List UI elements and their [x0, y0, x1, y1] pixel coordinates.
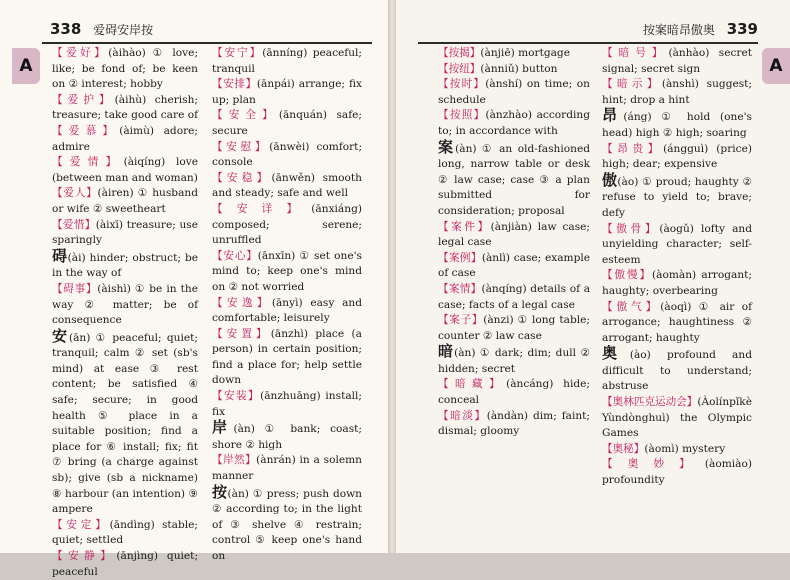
- subentry-term: 【爱惜】: [52, 218, 96, 231]
- subentry-term: 【安排】: [212, 78, 257, 91]
- definition-text: (ànshì) suggest; hint; drop a hint: [602, 78, 753, 106]
- left-page-number: 338: [50, 20, 82, 38]
- dictionary-entry: [52, 186, 198, 217]
- dictionary-entry: [438, 108, 590, 139]
- subentry-term: 【案件】: [438, 220, 491, 233]
- definition-text: (ànjiē) mortgage: [480, 47, 570, 59]
- subentry-term: 【暗示】: [602, 78, 662, 91]
- definition-text: (ānwěn) smooth and steady; safe and well: [212, 171, 362, 200]
- definition-text: (ànjiàn) law case; legal case: [438, 220, 590, 249]
- dictionary-entry: [438, 77, 590, 108]
- definition-text: (àihù) cherish; treasure; take good care of: [52, 93, 199, 122]
- subentry-term: 【安装】: [212, 390, 261, 403]
- subentry-term: 【按揭】: [438, 47, 481, 59]
- definition-text: (ānyì) easy and comfortable; leisurely: [212, 296, 362, 325]
- dictionary-entry: [602, 268, 752, 299]
- headword: 碍: [52, 246, 68, 265]
- dictionary-entry: [212, 482, 362, 565]
- definition-text: (ānníng) peaceful; tranquil: [212, 47, 362, 75]
- subentry-term: 【爱护】: [52, 93, 115, 106]
- definition-text: (àn) ① an old-fashioned long, narrow table or desk ② law case; case ③ a plan submitted for consideration; proposal: [438, 142, 590, 217]
- dictionary-entry: [52, 155, 198, 186]
- definition-text: (ànqíng) details of a case; facts of a legal case: [438, 282, 591, 311]
- right-running-header: [418, 20, 766, 42]
- subentry-term: 【安逸】: [212, 296, 272, 309]
- right-thumb-tab[interactable]: A: [762, 48, 790, 84]
- dictionary-entry: [438, 137, 590, 220]
- dictionary-entry: [602, 77, 752, 108]
- headword: 奥: [602, 344, 630, 363]
- subentry-term: 【昂贵】: [602, 142, 664, 155]
- right-page-number: 339: [726, 20, 758, 38]
- definition-text: (àn) ① bank; coast; shore ② high: [212, 423, 362, 451]
- definition-text: (ànzhào) according to; in accordance with: [438, 109, 590, 137]
- subentry-term: 【暗藏】: [438, 378, 507, 391]
- definition-text: (àncáng) hide; conceal: [438, 378, 590, 407]
- definition-text: (àn) ① press; push down ② according to; in the light of ③ shelve ④ restrain; control ⑤ keep one's hand on: [212, 487, 362, 562]
- dictionary-entry: [438, 251, 590, 282]
- subentry-term: 【傲气】: [602, 300, 661, 313]
- subentry-term: 【按时】: [438, 78, 486, 91]
- subentry-term: 【安全】: [212, 109, 279, 122]
- subentry-term: 【奥林匹克运动会】: [602, 396, 698, 409]
- headword: 昂: [602, 106, 624, 125]
- definition-text: (ān) ① peaceful; quiet; tranquil; calm ② set (sb's mind) at ease ③ rest content; be satisfied ④ safe; secure; in good health ⑤ place in a suitable position; find a place for ⑥ install; fix; fit ⑦ bring (a charge against sb); give (sb a nickname) ⑧ harbour (an intention) ⑨ ampere: [52, 331, 198, 516]
- definition-text: (ànhào) secret signal; secret sign: [602, 47, 752, 75]
- dictionary-entry: [212, 202, 362, 249]
- definition-text: (àimù) adore; admire: [52, 124, 198, 153]
- headword: 暗: [438, 342, 455, 361]
- headword: 按: [212, 482, 228, 501]
- definition-text: (ānzhuāng) install; fix: [212, 390, 362, 418]
- dictionary-entry: [438, 313, 590, 344]
- dictionary-entry: [438, 220, 590, 251]
- definition-text: (ànlì) case; example of case: [438, 251, 591, 280]
- definition-text: (ài) hinder; obstruct; be in the way of: [52, 251, 198, 280]
- dictionary-entry: [212, 453, 362, 484]
- definition-text: (ángguì) (price) high; dear; expensive: [602, 142, 753, 171]
- definition-text: (ānquán) safe; secure: [212, 109, 363, 137]
- definition-text: (āndìng) stable; quiet; settled: [52, 518, 198, 547]
- dictionary-entry: [212, 249, 362, 296]
- definition-text: (Àolínpǐkè Yùndònghuì) the Olympic Games: [602, 396, 752, 440]
- definition-text: (àihào) ① love; like; be fond of; be keen on ② interest; hobby: [52, 47, 199, 91]
- subentry-term: 【按纽】: [438, 62, 481, 75]
- dictionary-entry: [212, 327, 362, 389]
- subentry-term: 【奥妙】: [602, 458, 705, 471]
- dictionary-entry: [602, 108, 752, 141]
- dictionary-entry: [52, 93, 198, 124]
- headword: 岸: [212, 418, 234, 437]
- dictionary-entry: [52, 218, 198, 249]
- subentry-term: 【案子】: [438, 314, 484, 327]
- dictionary-entry: [602, 300, 752, 347]
- definition-text: (àiqíng) love (between man and woman): [52, 156, 198, 184]
- subentry-term: 【碍事】: [52, 282, 98, 295]
- subentry-term: 【安详】: [212, 202, 312, 215]
- dictionary-entry: [438, 409, 590, 440]
- definition-text: (ānzhì) place (a person) in certain position; find a place for; help settle down: [212, 327, 363, 387]
- definition-text: (àoqì) ① air of arrogance; haughtiness ② arrogant; haughty: [602, 300, 753, 344]
- subentry-term: 【安心】: [212, 249, 258, 262]
- dictionary-entry: [602, 457, 752, 488]
- dictionary-entry: [438, 377, 590, 408]
- dictionary-entry: [52, 326, 198, 518]
- definition-text: (ānxīn) ① set one's mind to; keep one's mind on ② not worried: [212, 249, 362, 293]
- subentry-term: 【暗淡】: [438, 409, 487, 422]
- subentry-term: 【傲骨】: [602, 222, 660, 235]
- dictionary-entry: [438, 46, 590, 62]
- left-column-2: [212, 46, 362, 565]
- dictionary-entry: [602, 346, 752, 395]
- definition-text: (àomì) mystery: [644, 442, 726, 455]
- definition-text: (ānjìng) quiet; peaceful: [52, 550, 199, 578]
- dictionary-entry: [438, 282, 590, 313]
- definition-text: (ānwèi) comfort; console: [212, 140, 363, 169]
- definition-text: (àn) ① dark; dim; dull ② hidden; secret: [438, 347, 590, 375]
- subentry-term: 【爱情】: [52, 156, 124, 169]
- subentry-term: 【安慰】: [212, 140, 270, 153]
- dictionary-entry: [602, 142, 752, 173]
- dictionary-entry: [438, 344, 590, 377]
- dictionary-entry: [52, 46, 198, 93]
- subentry-term: 【暗号】: [602, 47, 669, 59]
- right-page: [396, 0, 790, 553]
- definition-text: (ào) profound and difficult to understand; abstruse: [602, 349, 752, 393]
- dictionary-entry: [212, 296, 362, 327]
- dictionary-entry: [212, 171, 362, 202]
- subentry-term: 【岸然】: [212, 454, 257, 467]
- left-page: [0, 0, 388, 578]
- dictionary-entry: [52, 549, 198, 580]
- left-column-1: [52, 46, 198, 580]
- definition-text: (ào) ① proud; haughty ② refuse to yield to; brave; defy: [602, 175, 752, 219]
- definition-text: (ànniǔ) button: [480, 62, 558, 75]
- subentry-term: 【安静】: [52, 550, 117, 562]
- dictionary-entry: [438, 62, 590, 78]
- subentry-term: 【傲慢】: [602, 269, 652, 282]
- subentry-term: 【安定】: [52, 518, 110, 531]
- definition-text: (áng) ① hold (one's head) high ② high; soaring: [602, 111, 752, 139]
- dictionary-entry: [602, 222, 752, 269]
- dictionary-entry: [52, 518, 198, 549]
- right-column-1: [438, 46, 590, 440]
- subentry-term: 【安宁】: [212, 47, 263, 59]
- dictionary-entry: [212, 420, 362, 453]
- definition-text: (àomiào) profoundity: [602, 458, 752, 487]
- subentry-term: 【安置】: [212, 327, 271, 340]
- subentry-term: 【安稳】: [212, 171, 272, 184]
- dictionary-entry: [52, 282, 198, 329]
- definition-text: (àixī) treasure; use sparingly: [52, 218, 199, 247]
- subentry-term: 【爱慕】: [52, 124, 120, 137]
- definition-text: (àogǔ) lofty and unyielding character; self-esteem: [602, 222, 752, 266]
- subentry-term: 【奥秘】: [602, 442, 645, 455]
- left-header-chars: 爱碍安岸按: [93, 23, 154, 37]
- left-running-header: [42, 20, 370, 42]
- headword: 案: [438, 137, 456, 156]
- right-header-rule: [418, 42, 758, 44]
- definition-text: (àishì) ① be in the way ② matter; be of consequence: [52, 282, 198, 327]
- dictionary-entry: [212, 389, 362, 420]
- subentry-term: 【爱人】: [52, 187, 98, 200]
- definition-text: (ànrán) in a solemn manner: [212, 454, 363, 483]
- definition-text: (ànshí) on time; on schedule: [438, 78, 590, 106]
- dictionary-entry: [212, 140, 362, 171]
- dictionary-entry: [52, 246, 198, 282]
- dictionary-entry: [602, 442, 752, 458]
- dictionary-entry: [212, 108, 362, 139]
- definition-text: (àiren) ① husband or wife ② sweetheart: [52, 187, 198, 215]
- definition-text: (ānpái) arrange; fix up; plan: [212, 78, 362, 106]
- dictionary-entry: [212, 46, 362, 77]
- book-gutter: [388, 0, 396, 553]
- left-header-rule: [42, 42, 372, 44]
- left-thumb-tab[interactable]: A: [12, 48, 40, 84]
- subentry-term: 【案例】: [438, 251, 482, 264]
- dictionary-entry: [602, 46, 752, 77]
- headword: 傲: [602, 170, 618, 189]
- dictionary-entry: [212, 77, 362, 108]
- subentry-term: 【案情】: [438, 282, 482, 295]
- dictionary-entry: [52, 124, 198, 155]
- dictionary-entry: [602, 170, 752, 222]
- subentry-term: 【爱好】: [52, 47, 109, 59]
- definition-text: (àndàn) dim; faint; dismal; gloomy: [438, 409, 591, 438]
- dictionary-entry: [602, 395, 752, 442]
- subentry-term: 【按照】: [438, 109, 486, 122]
- right-header-chars: 按案暗昂傲奥: [642, 23, 715, 37]
- definition-text: (àomàn) arrogant; haughty; overbearing: [602, 269, 752, 297]
- right-column-2: [602, 46, 752, 489]
- headword: 安: [52, 326, 69, 345]
- definition-text: (ānxiáng) composed; serene; unruffled: [212, 202, 362, 247]
- definition-text: (ànzi) ① long table; counter ② law case: [438, 314, 590, 342]
